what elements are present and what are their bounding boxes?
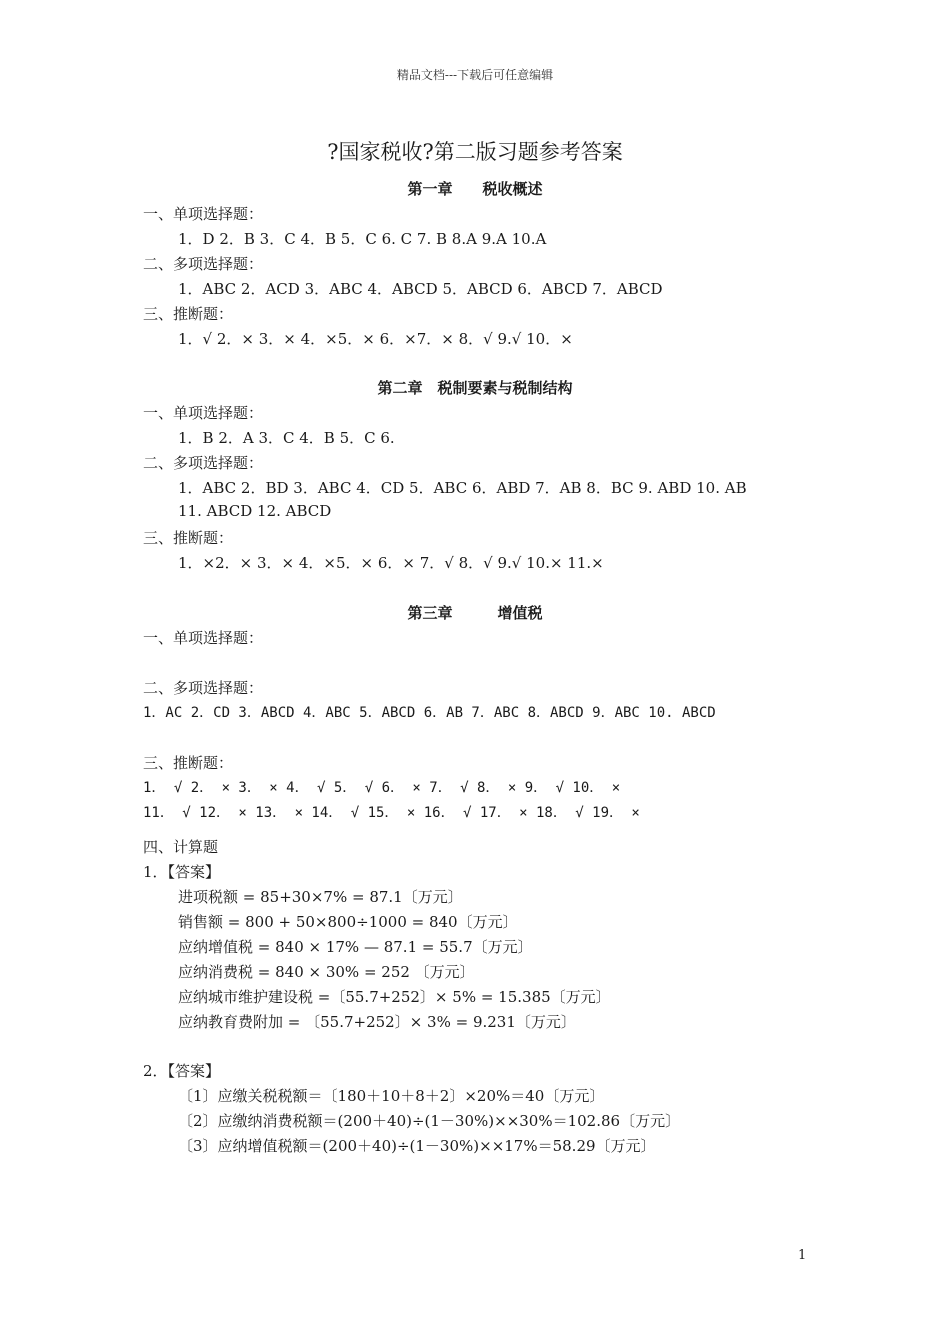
ch3-q1-answer-label: 1．【答案】 [143, 863, 221, 881]
ch3-judgement-label: 三、推断题： [143, 754, 234, 772]
ch2-multi-choice-answers-line-1: 1．ABC 2．BD 3．ABC 4．CD 5．ABC 6．ABD 7．AB 8．BC 9. ABD 10. AB [178, 479, 747, 497]
ch3-q2-answer-label: 2．【答案】 [143, 1062, 221, 1080]
ch2-judgement-label: 三、推断题： [143, 529, 234, 547]
ch1-judgement-label: 三、推断题： [143, 305, 234, 323]
ch3-q1-line: 应纳消费税 = 840 × 30% = 252 〔万元〕 [178, 963, 475, 981]
ch1-single-choice-answers: 1．D 2．B 3．C 4．B 5．C 6. C 7. B 8.A 9.A 10.A [178, 230, 547, 248]
ch1-multi-choice-answers: 1．ABC 2．ACD 3．ABC 4．ABCD 5．ABCD 6．ABCD 7．ABCD [178, 280, 663, 298]
ch3-single-choice-label: 一、单项选择题： [143, 629, 264, 647]
ch3-multi-choice-answers: 1．AC 2．CD 3．ABCD 4．ABC 5．ABCD 6．AB 7．ABC 8．ABCD 9．ABC 10. ABCD [143, 705, 716, 721]
page-header: 精品文档---下载后可任意编辑 [396, 68, 554, 82]
ch2-multi-choice-label: 二、多项选择题： [143, 454, 264, 472]
page-number: 1 [798, 1248, 807, 1263]
ch3-q2-line: 〔1〕应缴关税税额＝〔180＋10＋8＋2〕×20%＝40〔万元〕 [178, 1087, 605, 1105]
ch1-single-choice-label: 一、单项选择题： [143, 205, 264, 223]
ch3-q1-line: 应纳教育费附加 = 〔55.7+252〕× 3% = 9.231〔万元〕 [178, 1013, 576, 1031]
ch2-judgement-answers: 1．×2．× 3．× 4．×5．× 6．× 7．√ 8．√ 9.√ 10.× 11.× [178, 554, 604, 572]
ch3-multi-choice-label: 二、多项选择题： [143, 679, 264, 697]
ch3-calculation-label: 四、计算题 [143, 838, 219, 856]
ch2-single-choice-answers: 1．B 2．A 3．C 4．B 5．C 6. [178, 429, 395, 447]
chapter-2-heading: 第二章 税制要素与税制结构 [377, 379, 573, 397]
ch3-q1-line: 应纳增值税 = 840 × 17% — 87.1 = 55.7〔万元〕 [178, 938, 533, 956]
ch3-q1-line: 进项税额 = 85+30×7% = 87.1〔万元〕 [178, 888, 463, 906]
chapter-1-heading: 第一章 税收概述 [407, 180, 543, 198]
ch1-multi-choice-label: 二、多项选择题： [143, 255, 264, 273]
ch1-judgement-answers: 1．√ 2．× 3．× 4．×5．× 6．×7．× 8．√ 9.√ 10．× [178, 330, 573, 348]
ch2-multi-choice-answers-line-2: 11. ABCD 12. ABCD [178, 502, 332, 520]
ch3-q2-line: 〔3〕应纳增值税额＝(200＋40)÷(1－30%)××17%＝58.29〔万元〕 [178, 1137, 656, 1155]
ch3-q2-line: 〔2〕应缴纳消费税额＝(200＋40)÷(1－30%)××30%＝102.86〔万元〕 [178, 1112, 681, 1130]
ch3-q1-line: 销售额 = 800 + 50×800÷1000 = 840〔万元〕 [178, 913, 518, 931]
ch3-q1-line: 应纳城市维护建设税 =〔55.7+252〕× 5% = 15.385〔万元〕 [178, 988, 611, 1006]
document-title: ?国家税收?第二版习题参考答案 [327, 140, 623, 164]
chapter-3-heading: 第三章 增值税 [407, 604, 543, 622]
ch3-judgement-answers-line-1: 1． √ 2． × 3． × 4． √ 5． √ 6． × 7． √ 8． × 9． √ 10． × [143, 780, 621, 796]
ch3-judgement-answers-line-2: 11． √ 12． × 13． × 14． √ 15． × 16． √ 17． × 18． √ 19． × [143, 805, 640, 821]
ch2-single-choice-label: 一、单项选择题： [143, 404, 264, 422]
